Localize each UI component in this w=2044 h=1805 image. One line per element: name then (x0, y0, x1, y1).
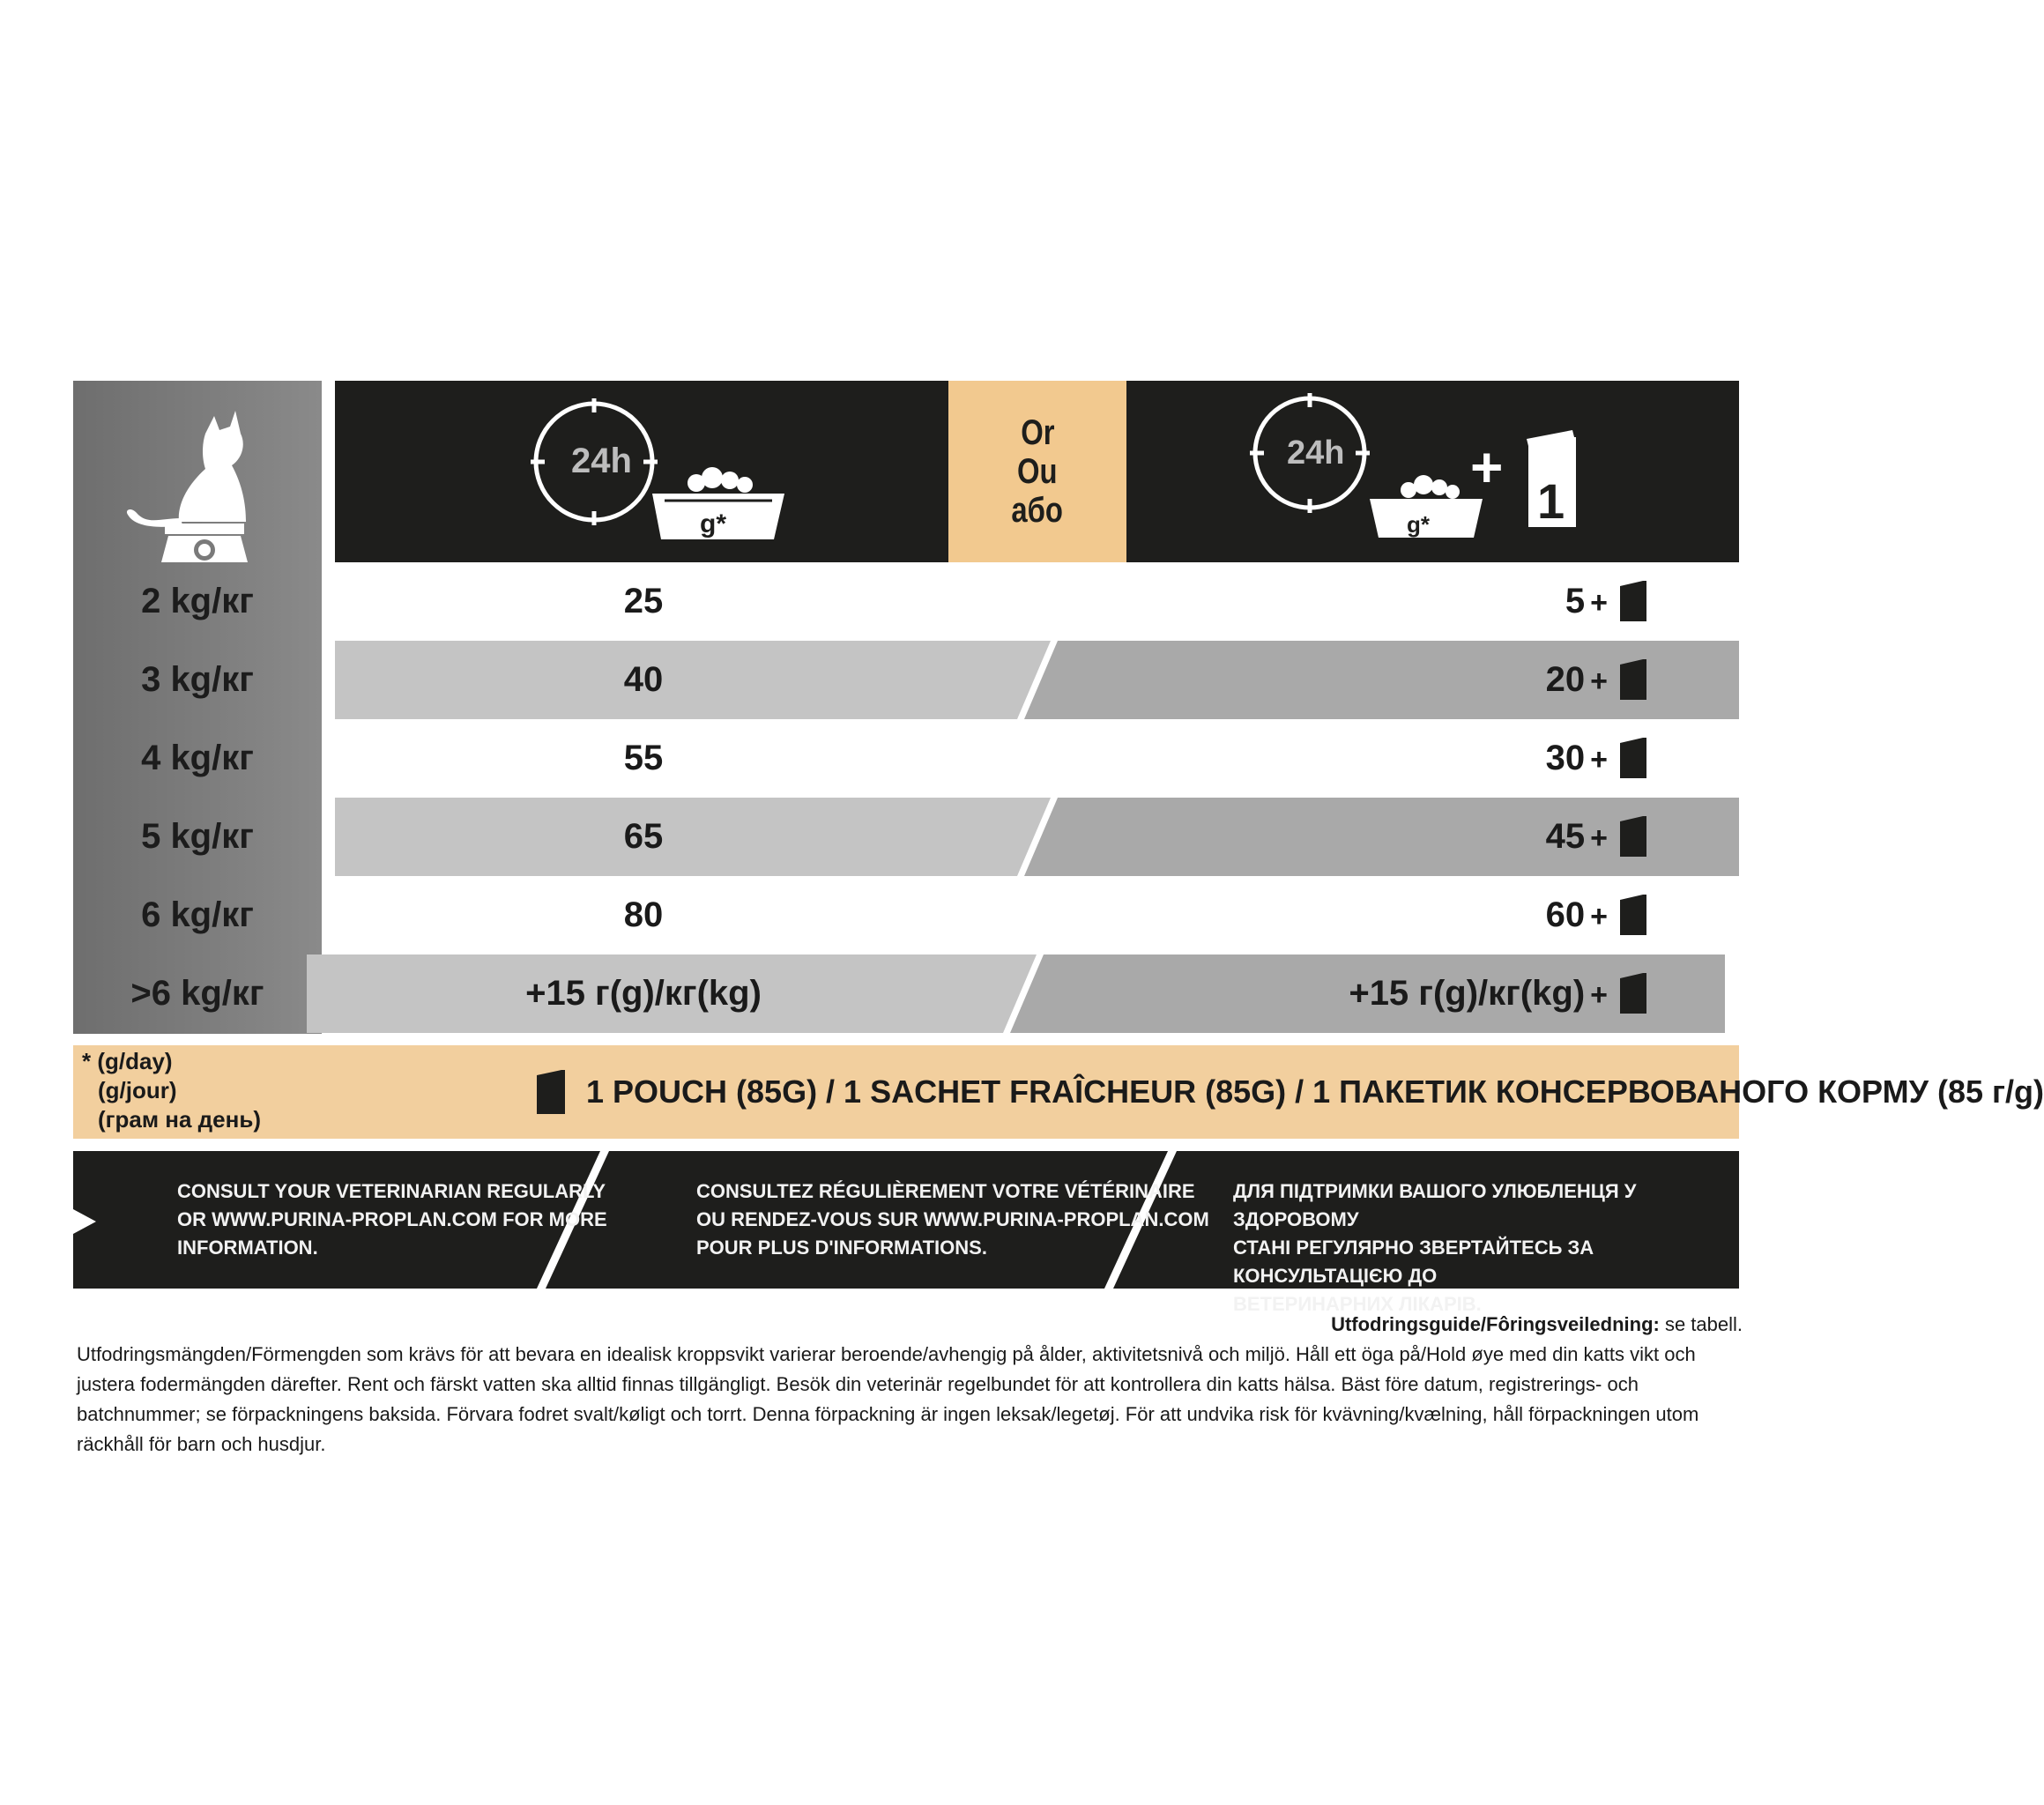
weight-label: >6 kg/кг (130, 974, 264, 1013)
mixed-amount (1384, 562, 1613, 641)
mixed-dry-grams: 5 (1565, 582, 1586, 620)
dry-amount: 25 (623, 582, 664, 620)
clock-24h-icon (531, 398, 658, 525)
pouch-icon (1618, 815, 1648, 858)
plus-sign: + (1590, 665, 1608, 698)
mixed-dry-grams: 60 (1545, 895, 1586, 934)
food-bowl-icon (1370, 475, 1483, 538)
weight-label: 4 kg/кг (141, 739, 254, 777)
plus-sign: + (1470, 435, 1504, 499)
cat-on-scale-icon (73, 381, 322, 562)
table-row (335, 719, 1739, 798)
pouch-icon (1618, 972, 1648, 1014)
svg-text:g*: g* (1407, 511, 1430, 538)
mixed-dry-grams: 30 (1545, 739, 1586, 777)
dry-amount: 40 (623, 660, 664, 699)
mixed-dry-grams: +15 г(g)/кг(kg) (1349, 974, 1586, 1013)
plus-sign: + (1590, 900, 1608, 933)
feeding-guidelines (77, 1310, 1743, 1460)
pouch-icon (1618, 737, 1648, 779)
clock-24h-icon (1250, 393, 1370, 513)
units-note: * (g/day) (g/jour) (грам на день) (82, 1048, 261, 1133)
mixed-dry-grams: 45 (1545, 817, 1586, 856)
vet-advice-fr: CONSULTEZ RÉGULIÈREMENT VOTRE VÉTÉRINAIRE OU RENDEZ-VOUS SUR WWW.PURINA-PROPLAN.COM POUR PLUS D'INFORMATIONS. (696, 1180, 1209, 1259)
mixed-amount (1384, 641, 1613, 719)
food-bowl-icon (652, 467, 784, 539)
guidelines-body: Utfodringsmängden/Förmengden som krävs för att bevara en idealisk kroppsvikt varierar beroende/avhengig på ålder, aktivitetsnivå och miljö. Håll ett öga på/Hold øye med din katts vikt och justera fodermängden därefter. Rent och färskt vatten ska alltid finnas tillgängligt. Besök din veterinär regelbundet för att kontrollera din katts hälsa. Bäst före datum, registrerings- och batchnummer; se förpackningens baksida. Förvara fodret svalt/køligt och torrt. Denna förpackning är ingen leksak/legetøj. För att undvika risk för kvävning/kvælning, håll förpackningen utom räckhåll för barn och husdjur. (77, 1343, 1699, 1455)
weight-label: 6 kg/кг (141, 895, 254, 934)
table-row (335, 798, 1739, 876)
table-row (335, 954, 1739, 1033)
guidelines-heading: Utfodringsguide/Fôringsveiledning: se tabell. (1331, 1313, 1743, 1335)
mixed-amount (1384, 876, 1613, 954)
plus-sign: + (1590, 821, 1608, 855)
plus-sign: + (1590, 743, 1608, 776)
dry-amount: 80 (623, 895, 664, 934)
weight-label: 2 kg/кг (141, 582, 254, 620)
svg-text:24h: 24h (1287, 435, 1345, 472)
pouch-icon (1527, 430, 1576, 529)
svg-text:24h: 24h (571, 442, 632, 480)
arrow-icon (73, 1209, 96, 1234)
svg-text:g*: g* (700, 509, 726, 539)
or-word: Or (1020, 413, 1055, 452)
pouch-icon (1618, 894, 1648, 936)
pouch-description: 1 POUCH (85G) / 1 SACHET FRAÎCHEUR (85G) / 1 ПАКЕТИК КОНСЕРВОВАНОГО КОРМУ (85 г/g) (586, 1073, 2044, 1110)
dry-amount: 65 (623, 817, 664, 856)
mixed-amount (1128, 954, 1613, 1033)
header-mixed (1126, 381, 1739, 562)
table-row (335, 876, 1739, 954)
weight-column (73, 381, 322, 1034)
vet-advice-uk: ДЛЯ ПІДТРИМКИ ВАШОГО УЛЮБЛЕНЦЯ У ЗДОРОВОМУ СТАНІ РЕГУЛЯРНО ЗВЕРТАЙТЕСЬ ЗА КОНСУЛЬТАЦІЄЮ ДО ВЕТЕРИНАРНИХ ЛІКАРІВ. (1233, 1180, 1637, 1315)
or-word: або (1011, 491, 1064, 530)
note-bar (73, 1045, 2044, 1139)
or-word: Ou (1017, 452, 1058, 491)
header-dry-only (335, 381, 948, 562)
pouch-icon (1618, 658, 1648, 701)
table-row (335, 641, 1739, 719)
header-or (948, 381, 1126, 562)
mixed-dry-grams: 20 (1545, 660, 1586, 699)
mixed-amount (1384, 798, 1613, 876)
weight-label: 5 kg/кг (141, 817, 254, 856)
plus-sign: + (1590, 586, 1608, 620)
vet-advice-en: CONSULT YOUR VETERINARIAN REGULARLY OR WWW.PURINA-PROPLAN.COM FOR MORE INFORMATION. (177, 1180, 607, 1259)
pouch-icon (1618, 580, 1648, 622)
pouch-icon (535, 1068, 567, 1116)
mixed-amount (1384, 719, 1613, 798)
vet-advice-band (73, 1151, 1739, 1315)
dry-amount: +15 г(g)/кг(kg) (525, 974, 762, 1013)
svg-text:1: 1 (1537, 473, 1565, 529)
table-row (335, 562, 1739, 641)
weight-label: 3 kg/кг (141, 660, 254, 699)
dry-amount: 55 (623, 739, 664, 777)
plus-sign: + (1590, 978, 1608, 1012)
